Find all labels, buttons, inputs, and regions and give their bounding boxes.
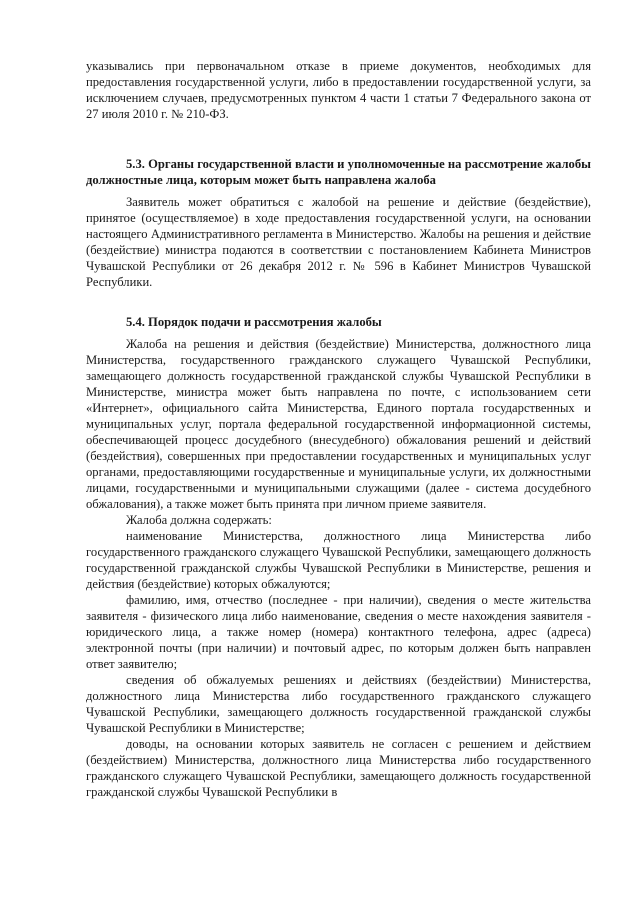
continuation-paragraph: указывались при первоначальном отказе в приеме документов, необходимых для предоставления государственной услуги, либо в предоставлении государственной услуги, за исключением случаев, предусмотренных пунктом 4 части 1 статьи 7 Федерального закона от 27 июля 2010 г. № 210-ФЗ. <box>86 59 591 121</box>
section-5-4-paragraph-6: доводы, на основании которых заявитель не согласен с решением и действием (бездействием) Министерства, должностного лица Министерства либо государственного гражданского служащего Чувашской Республики, замещающего должность государственной гражданской службы Чувашской Республики в <box>86 737 591 799</box>
section-5-4-paragraph-1: Жалоба на решения и действия (бездействие) Министерства, должностного лица Министерства, государственного гражданского служащего Чувашской Республики, замещающего должность государственной гражданской службы Чувашской Республики в Министерстве, министра может быть направлена по почте, с использованием сети «Интернет», официального сайта Министерства, Единого портала государственных и муниципальных услуг, портала федеральной государственной информационной системы, обеспечивающей процесс досудебного (внесудебного) обжалования решений и действий (бездействия), совершенных при предоставлении государственных и муниципальных услуг органами, предоставляющими государственные и муниципальные услуги, их должностными лицами, государственными и муниципальными служащими (далее - система досудебного обжалования), а также может быть принята при личном приеме заявителя. <box>86 337 591 511</box>
section-5-4-paragraph-2: Жалоба должна содержать: <box>126 513 272 527</box>
section-5-3-body: Заявитель может обратиться с жалобой на решение и действие (бездействие), принятое (осуществляемое) в ходе предоставления государственной услуги, на основании настоящего Административного регламента в Министерство. Жалобы на решения и действие (бездействие) министра подаются в соответствии с постановлением Кабинета Министров Чувашской Республики от 26 декабря 2012 г. № 596 в Кабинет Министров Чувашской Республики. <box>86 195 591 289</box>
section-5-4-paragraph-5: сведения об обжалуемых решениях и действиях (бездействии) Министерства, должностного лица Министерства либо государственного гражданского служащего Чувашской Республики, замещающего должность государственной гражданской службы Чувашской Республики в Министерстве; <box>86 673 591 735</box>
section-5-4-heading: 5.4. Порядок подачи и рассмотрения жалобы <box>126 315 382 329</box>
section-5-4-paragraph-4: фамилию, имя, отчество (последнее - при наличии), сведения о месте жительства заявителя - физического лица либо наименование, сведения о месте нахождения заявителя - юридического лица, а также номер (номера) контактного телефона, адрес (адреса) электронной почты (при наличии) и почтовый адрес, по которым должен быть направлен ответ заявителю; <box>86 593 591 671</box>
spacer <box>86 290 591 314</box>
section-5-3-heading: 5.3. Органы государственной власти и уполномоченные на рассмотрение жалобы должностные лица, которым может быть направлена жалоба <box>86 157 591 187</box>
spacer <box>86 122 591 156</box>
section-5-4-paragraph-3: наименование Министерства, должностного лица Министерства либо государственного гражданского служащего Чувашской Республики, замещающего должность государственной гражданской службы Чувашской Республики в Министерстве, решения и действия (бездействие) которых обжалуются; <box>86 529 591 591</box>
document-page <box>86 58 591 800</box>
